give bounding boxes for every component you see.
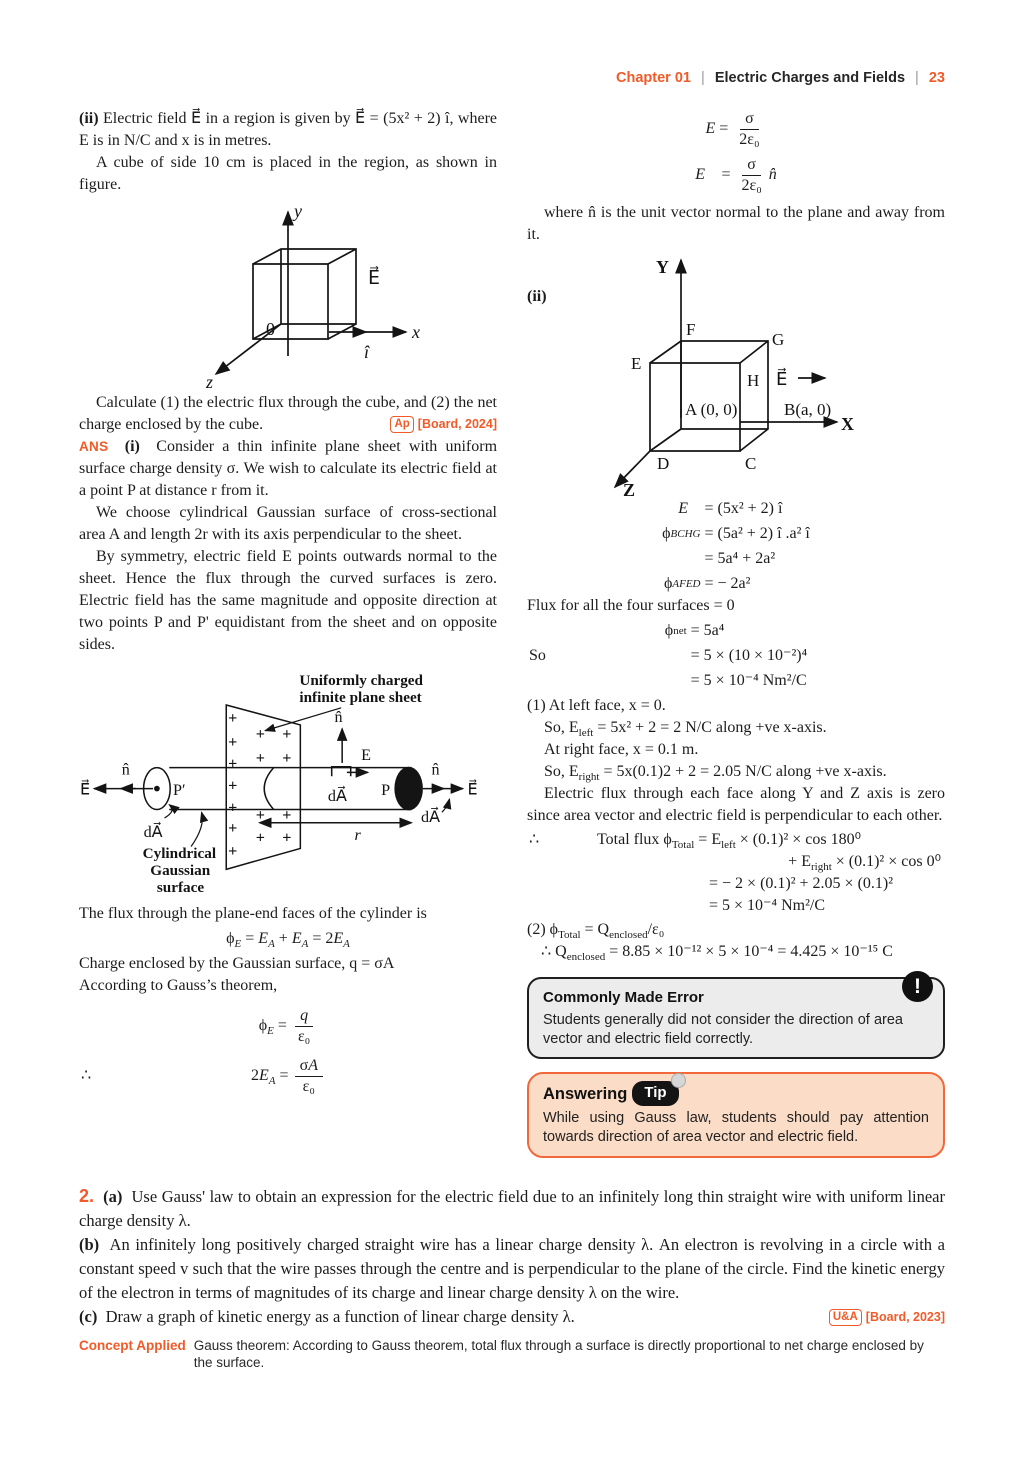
part-c-label: (c)	[79, 1307, 98, 1327]
fig1-e-vector-label: E⃗	[368, 268, 381, 289]
question-ii-label: (ii)	[79, 110, 99, 127]
where-n-hat-text: where n̂ is the unit vector normal to the plane and away from it.	[527, 204, 945, 244]
fig1-x-axis-label: x	[412, 322, 420, 342]
fig2-da-right-label: dA⃗	[421, 808, 441, 826]
fig3-z-axis-label: Z	[622, 480, 635, 499]
fig3-vertex-h: H	[746, 371, 759, 391]
point1-paragraph: Electric flux through each face along Y and Z axis is zero since area vector and electric field is perpendicular to each other.	[527, 785, 945, 825]
fig2-r-label: r	[354, 826, 361, 844]
svg-text:+: +	[255, 726, 265, 744]
flux-four-surfaces-text: Flux for all the four surfaces = 0	[527, 597, 735, 615]
svg-text:+: +	[282, 749, 292, 767]
svg-text:+: +	[255, 829, 265, 847]
svg-text:+: +	[282, 726, 292, 744]
ans-label: ANS	[79, 439, 109, 454]
point1-line3: At right face, x = 0.1 m.	[544, 741, 699, 759]
total-flux-line3: = − 2 × (0.1)² + 2.05 × (0.1)²	[709, 875, 894, 893]
svg-text:+: +	[228, 843, 238, 861]
svg-text:+: +	[255, 749, 265, 767]
exclamation-icon: !	[902, 971, 933, 1002]
source-badge-2023	[829, 1305, 945, 1329]
fig2-surface-label-2: Gaussian	[150, 862, 211, 880]
fig3-vertex-d: D	[656, 454, 669, 474]
question-2-number: 2.	[79, 1186, 95, 1207]
svg-text:+: +	[282, 829, 292, 847]
question-ii-text: (ii) Electric field E⃗ in a region is given by E⃗ = (5x² + 2) î, where E is in N/C and x is in metres.	[79, 110, 497, 149]
question-2b: (b) An infinitely long positively charged straight wire has a linear charge density λ. An electron is revolving in a circle with a constant speed v such that the wire passes through the centre and is perpendicular to the plane of the circle. Find the kinetic energy of the electron in terms of magnitudes of its charge and linear charge density λ on the wire.	[79, 1235, 946, 1303]
source-badge-2024	[390, 412, 497, 436]
total-flux-block	[527, 829, 945, 917]
svg-text:+: +	[228, 733, 238, 751]
fig2-surface-label-1: Cylindrical	[142, 844, 217, 862]
point1-line4: So, $E_{right} = 5x(0.1)2 + 2 = 2.05$ N/C along +ve x-axis.	[544, 763, 887, 784]
fig2-plus-charges	[228, 710, 291, 860]
answering-tip-box	[527, 1072, 945, 1158]
svg-text:+: +	[282, 806, 292, 824]
board-2023-label: [Board, 2023]	[865, 1310, 945, 1325]
equation-e-vec-sigma: E⃗ = $\frac{\sigma}{\text{2ε₀}}$ n̂	[695, 156, 777, 194]
error-box-title: Commonly Made Error	[543, 989, 704, 1007]
fig3-vertex-g: G	[771, 330, 784, 350]
part-ii-label: (ii)	[527, 288, 547, 306]
fig3-vertex-f: F	[685, 320, 696, 340]
header-divider-2: |	[915, 70, 919, 86]
ans-part-i-label: (i)	[124, 438, 140, 455]
svg-text:+: +	[228, 755, 238, 773]
question-2a: 2. (a) Use Gauss' law to obtain an expression for the electric field due to an infinitely long thin straight wire with uniform linear charge density λ.	[79, 1186, 946, 1231]
fig2-surface-label-3: surface	[156, 879, 205, 897]
question-2c-row	[79, 1305, 945, 1329]
fig3-y-axis-label: Y	[655, 257, 669, 278]
fig2-sheet-label-1: Uniformly charged	[299, 672, 423, 690]
fig2-sheet-label-2: infinite plane sheet	[299, 689, 422, 707]
point2-line1: (2) $\phi_{Total} = Q_{enclosed}/\varepsilon_0$	[527, 921, 665, 942]
fig2-n-hat-right-label: n̂	[431, 761, 440, 779]
tip-badge: Tip	[632, 1081, 678, 1106]
cube-axes-figure	[79, 196, 497, 392]
fig3-vertex-c: C	[744, 454, 756, 474]
right-column	[527, 108, 945, 1158]
charge-enclosed-text: Charge enclosed by the Gaussian surface, q = σA	[79, 955, 395, 972]
commonly-made-error-box	[527, 974, 945, 1059]
fig1-y-axis-label: y	[294, 201, 302, 221]
fig2-p-prime-label: P′	[173, 782, 186, 800]
fig3-vertex-a-origin: A (0, 0)	[684, 400, 737, 420]
fig2-e-vec-left-label: E⃗	[79, 781, 91, 799]
fig3-x-axis-label: X	[840, 414, 854, 435]
flux-equations-block: E⃗ = (5x² + 2) î ϕ BCHG = (5a² + 2) î .a² î = 5a⁴ + 2a² ϕ AFED = − 2a²	[662, 500, 810, 593]
fig2-n-hat-left-label: n̂	[121, 761, 130, 779]
equation-gauss: $\phi_E$ = $\frac{q}{\text{ε₀}}$	[79, 1007, 497, 1045]
point1-line2: So, $E_{left} = 5x^2 + 2 = 2$ N/C along +ve x-axis.	[544, 719, 827, 740]
concept-applied-label: Concept Applied	[79, 1338, 186, 1354]
fig2-n-hat-mid-label: n̂	[334, 709, 343, 727]
question-2-section	[79, 1184, 945, 1371]
labelled-cube-figure-svg	[573, 246, 873, 498]
answer-paragraph-3: By symmetry, electric field E points outwards normal to the sheet. Hence the flux through the curved surfaces is zero. Electric field has the same magnitude and opposite direction at two points P and P' equidistant from the sheet and on opposite sides.	[79, 548, 497, 653]
therefore-symbol: ∴	[81, 1067, 92, 1085]
svg-text:+: +	[228, 799, 238, 817]
point2-line2: ∴ $Q_{enclosed} = 8.85 \times 10^{-12} \times 5 \times 10^{-4} = 4.425 \times 10^{-15}$ C	[541, 943, 893, 964]
fig2-da-mid-label: dA⃗	[327, 787, 348, 805]
fig3-vertex-e: E	[630, 354, 641, 374]
fig1-origin-label: 0	[266, 319, 275, 339]
net-flux-block: So ϕ net = 5a⁴ = 5 × (10 × 10⁻²)⁴ = 5 × 10⁻⁴ Nm²/C	[529, 622, 808, 690]
chapter-title: Electric Charges and Fields	[714, 70, 906, 86]
total-flux-line2: + $E_{right} \times (0.1)^2 \times \cos 0^0$	[788, 853, 941, 874]
concept-applied-row	[79, 1337, 945, 1371]
cube-axes-figure-svg	[118, 196, 458, 392]
answering-label: Answering	[543, 1084, 628, 1103]
total-flux-line1: Total flux $\phi_{Total} = E_{left} \times (0.1)^2 \times \cos 180^0$	[597, 831, 862, 852]
equation-e-sigma: E = $\frac{\sigma}{\text{2ε₀}}$	[705, 110, 760, 148]
svg-text:+: +	[228, 820, 238, 838]
fig2-da-left-label: dA⃗	[143, 824, 163, 842]
equation-2ea: ∴ $2E_A$ = $\frac{\sigma A}{\text{ε₀}}$	[79, 1057, 497, 1095]
calculate-text: Calculate (1) the electric flux through the cube, and (2) the net charge enclosed by the cube. Ap [Board, 2024]	[79, 394, 497, 433]
therefore-symbol-2: ∴	[529, 831, 540, 849]
board-2024-label: [Board, 2024]	[417, 417, 497, 431]
gaussian-cylinder-figure	[79, 662, 497, 899]
svg-text:+: +	[255, 806, 265, 824]
total-flux-line4: = 5 × 10⁻⁴ Nm²/C	[709, 897, 825, 915]
answer-paragraph-2: We choose cylindrical Gaussian surface of cross-sectional area A and length 2r with its axis perpendicular to the sheet.	[79, 504, 497, 543]
flux-plane-end-text: The flux through the plane-end faces of the cylinder is	[79, 905, 427, 922]
so-label: So	[529, 647, 546, 665]
chapter-label: Chapter 01	[616, 70, 691, 86]
left-column	[79, 108, 497, 1158]
bulb-icon	[671, 1073, 686, 1088]
fig3-vertex-b: B(a, 0)	[783, 400, 831, 420]
page-number: 23	[928, 70, 945, 86]
point1-line1: (1) At left face, x = 0.	[527, 697, 666, 715]
page-header	[79, 70, 945, 86]
question-2c: (c) Draw a graph of kinetic energy as a function of linear charge density λ.	[79, 1307, 575, 1327]
answer-paragraph-1: ANS (i) Consider a thin infinite plane sheet with uniform surface charge density σ. We wish to calculate its electric field at a point P at distance r from it.	[79, 438, 498, 499]
fig3-e-vector-label: E⃗	[775, 369, 787, 390]
question-ii-text-2: A cube of side 10 cm is placed in the region, as shown in figure.	[79, 154, 497, 193]
ap-tag-icon: Ap	[390, 416, 413, 433]
fig2-p-label: P	[381, 782, 391, 800]
svg-text:+: +	[228, 710, 238, 728]
concept-applied-text: Gauss theorem: According to Gauss theorem, total flux through a surface is directly proportional to net charge enclosed by the surface.	[193, 1338, 924, 1371]
fig2-e-vec-right-label: E⃗	[467, 781, 478, 799]
gauss-theorem-text: According to Gauss’s theorem,	[79, 977, 278, 994]
gaussian-cylinder-figure-svg	[79, 662, 497, 899]
tip-box-text: While using Gauss law, students should pay attention towards direction of area vector and electric field.	[543, 1110, 929, 1145]
ua-tag-icon: U&A	[829, 1309, 862, 1326]
equation-flux: $\phi_E = E_A + E_A = 2E_A$	[226, 930, 350, 950]
error-box-text: Students generally did not consider the direction of area vector and electric field correctly.	[543, 1012, 903, 1047]
fig2-e-mid-label: E	[361, 747, 372, 765]
svg-text:+: +	[228, 777, 238, 795]
part-a-label: (a)	[103, 1187, 123, 1207]
fig1-z-axis-label: z	[206, 372, 214, 392]
labelled-cube-figure	[527, 246, 945, 498]
header-divider: |	[701, 70, 705, 86]
part-b-label: (b)	[79, 1235, 100, 1255]
fig1-i-hat-label: î	[364, 342, 370, 362]
